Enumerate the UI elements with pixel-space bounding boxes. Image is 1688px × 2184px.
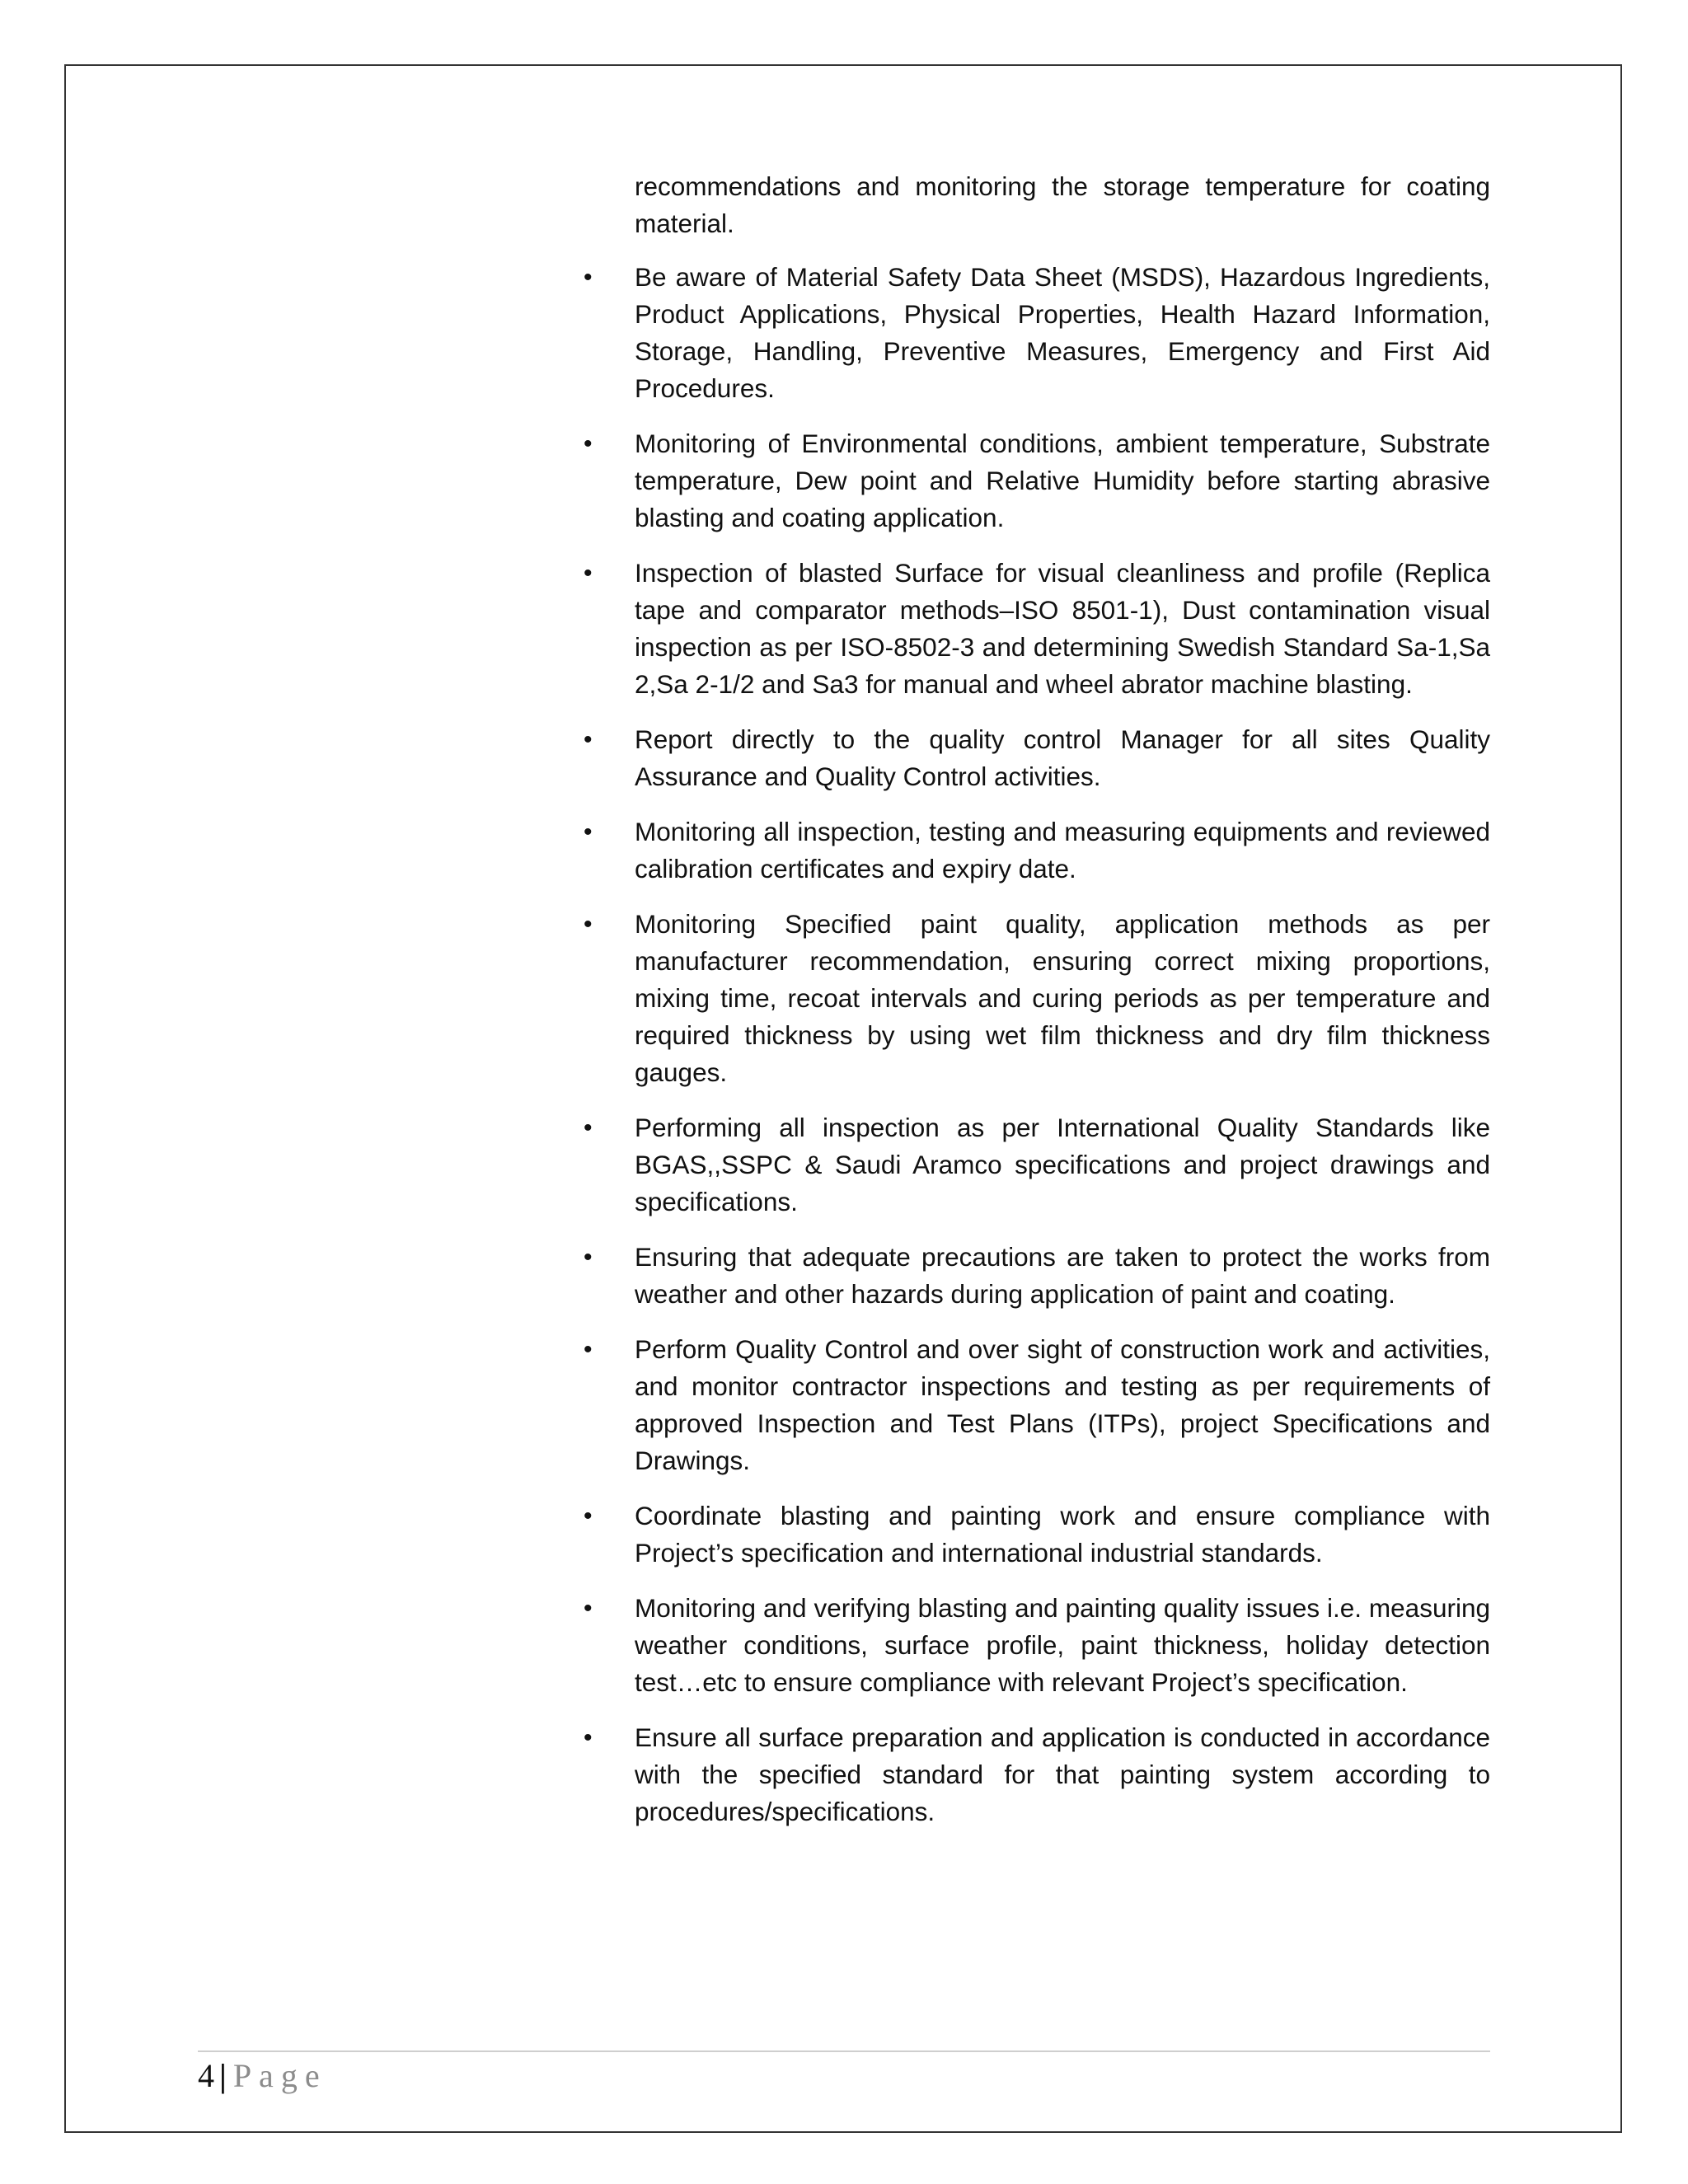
- list-item: [577, 425, 1490, 537]
- list-item: [577, 1331, 1490, 1479]
- footer-separator: |: [219, 2057, 227, 2094]
- page-label: Page: [232, 2057, 327, 2094]
- list-item: [577, 1719, 1490, 1830]
- bullet-icon: •: [584, 726, 593, 753]
- list-item: [577, 259, 1490, 407]
- list-item-text: Monitoring of Environmental conditions, ambient temperature, Substrate temperature, Dew point and Relative Humidity before starting abrasive blasting and coating application.: [635, 429, 1490, 532]
- list-item-text: Performing all inspection as per International Quality Standards like BGAS,,SSPC & Saudi Aramco specifications and project drawings and specifications.: [635, 1113, 1490, 1216]
- bullet-icon: •: [584, 818, 593, 846]
- list-item: [577, 1109, 1490, 1221]
- list-item: [577, 1239, 1490, 1313]
- list-item: [577, 813, 1490, 888]
- list-item-text: Be aware of Material Safety Data Sheet (MSDS), Hazardous Ingredients, Product Applications, Physical Properties, Health Hazard Information, Storage, Handling, Preventive Measures, Emergency and First Aid Procedures.: [635, 262, 1490, 403]
- bullet-icon: •: [584, 1336, 593, 1363]
- responsibilities-list: [577, 259, 1490, 1830]
- list-item-text: Monitoring Specified paint quality, application methods as per manufacturer recommendation, ensuring correct mixing proportions, mixing time, recoat intervals and curing periods as per temperature and required thickness by using wet film thickness and dry film thickness gauges.: [635, 909, 1490, 1087]
- list-item-text: Monitoring all inspection, testing and measuring equipments and reviewed calibration certificates and expiry date.: [635, 817, 1490, 883]
- list-item: [577, 906, 1490, 1091]
- bullet-icon: •: [584, 1114, 593, 1141]
- bullet-icon: •: [584, 264, 593, 291]
- bullet-icon: •: [584, 1724, 593, 1751]
- list-item: [577, 1497, 1490, 1572]
- footer-divider: [198, 2050, 1490, 2052]
- list-item-text: Inspection of blasted Surface for visual cleanliness and profile (Replica tape and comparator methods–ISO 8501-1), Dust contamination visual inspection as per ISO-8502-3 and determining Swedish Standard Sa-1,Sa 2,Sa 2-1/2 and Sa3 for manual and wheel abrator machine blasting.: [635, 558, 1490, 699]
- bullet-icon: •: [584, 1244, 593, 1271]
- document-body: [577, 168, 1490, 1849]
- list-item-text: Perform Quality Control and over sight of construction work and activities, and monitor contractor inspections and testing as per requirements of approved Inspection and Test Plans (ITPs), project Specifications and Drawings.: [635, 1334, 1490, 1475]
- list-item-text: Report directly to the quality control Manager for all sites Quality Assurance and Quality Control activities.: [635, 724, 1490, 791]
- list-item: [577, 721, 1490, 795]
- bullet-icon: •: [584, 430, 593, 457]
- list-item-text: Ensuring that adequate precautions are taken to protect the works from weather and other hazards during application of paint and coating.: [635, 1242, 1490, 1309]
- list-item: [577, 1590, 1490, 1701]
- list-item-text: Monitoring and verifying blasting and painting quality issues i.e. measuring weather conditions, surface profile, paint thickness, holiday detection test…etc to ensure compliance with relevant Project’s specification.: [635, 1593, 1490, 1697]
- list-item-text: Ensure all surface preparation and application is conducted in accordance with the specified standard for that painting system according to procedures/specifications.: [635, 1722, 1490, 1826]
- list-item: [577, 555, 1490, 703]
- page-number: 4: [198, 2057, 214, 2094]
- bullet-icon: •: [584, 1502, 593, 1530]
- bullet-icon: •: [584, 560, 593, 587]
- list-item-text: Coordinate blasting and painting work and ensure compliance with Project’s specification and international industrial standards.: [635, 1501, 1490, 1568]
- page-footer: [198, 2055, 327, 2097]
- intro-continuation: recommendations and monitoring the storage temperature for coating material.: [635, 171, 1490, 238]
- bullet-icon: •: [584, 1595, 593, 1622]
- bullet-icon: •: [584, 911, 593, 938]
